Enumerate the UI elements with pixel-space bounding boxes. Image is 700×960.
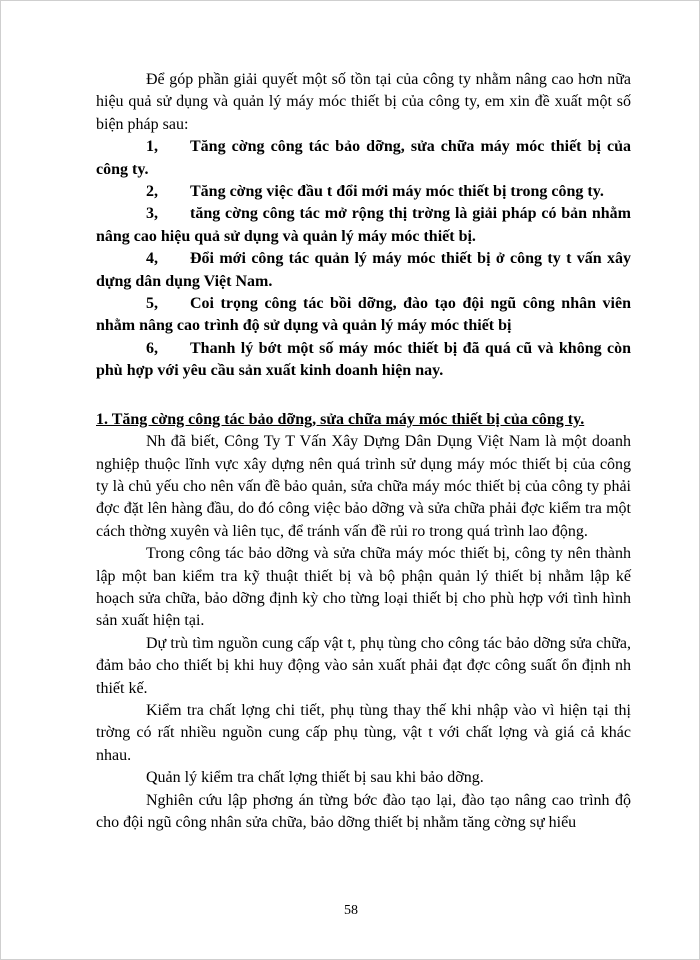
measures-list: [96, 136, 631, 382]
measure-text: tăng cờng công tác mở rộng thị trờng là giải pháp có bản nhằm nâng cao hiệu quả sử dụng và quản lý máy móc thiết bị.: [96, 205, 631, 245]
measure-number: 6,: [146, 339, 158, 357]
measure-text: Thanh lý bớt một số máy móc thiết bị đã quá cũ và không còn phù hợp với yêu cầu sản xuất kinh doanh hiện nay.: [96, 339, 631, 380]
measure-item-1: [96, 136, 631, 181]
measure-number: 4,: [146, 250, 158, 268]
section-heading: 1. Tăng cờng công tác bảo dỡng, sửa chữa máy móc thiết bị của công ty.: [96, 410, 585, 428]
measure-item-5: [96, 293, 631, 338]
measure-item-4: [96, 248, 631, 293]
body-paragraph-6: Nghiên cứu lập phơng án từng bớc đào tạo lại, đào tạo nâng cao trình độ cho đội ngũ công nhân sửa chữa, bảo dỡng thiết bị nhằm tăng cờng sự hiểu: [96, 791, 631, 831]
body-paragraph-1: Nh đã biết, Công Ty T Vấn Xây Dựng Dân Dụng Việt Nam là một doanh nghiệp thuộc lĩnh vực xây dựng nên quá trình sử dụng máy móc thiết bị của công ty là chủ yếu cho nên vấn đề bảo quản, sửa chữa máy móc thiết bị của công ty phải đợc đặt lên hàng đầu, do đó công việc bảo dỡng và sửa chữa phải đợc kiểm tra một cách thờng xuyên và liên tục, để tránh vấn đề rủi ro trong quá trình lao động.: [96, 433, 631, 540]
body-paragraph-2: Trong công tác bảo dỡng và sửa chữa máy móc thiết bị, công ty nên thành lập một ban kiểm tra kỹ thuật thiết bị và bộ phận quản lý thiết bị nhằm lập kế hoạch sửa chữa, bảo dỡng định kỳ cho từng loại thiết bị cho phù hợp với tình hình sản xuất hiện tại.: [96, 545, 631, 630]
measure-number: 2,: [146, 183, 158, 201]
body-paragraph-5: Quản lý kiểm tra chất lợng thiết bị sau khi bảo dỡng.: [146, 769, 484, 787]
page-content: [96, 69, 631, 834]
body-paragraph-4: Kiểm tra chất lợng chi tiết, phụ tùng thay thế khi nhập vào vì hiện tại thị trờng có rất nhiều nguồn cung cấp phụ tùng, vật t với chất lợng và giá cả khác nhau.: [96, 701, 631, 764]
measure-text: Tăng cờng công tác bảo dỡng, sửa chữa máy móc thiết bị của công ty.: [96, 138, 631, 178]
page-number: 58: [344, 903, 358, 918]
measure-number: 3,: [146, 205, 158, 223]
measure-text: Tăng cờng việc đầu t đổi mới máy móc thiết bị trong công ty.: [190, 183, 604, 201]
measure-number: 5,: [146, 295, 158, 313]
measure-text: Coi trọng công tác bồi dỡng, đào tạo đội ngũ công nhân viên nhằm nâng cao trình độ sử dụng và quản lý máy móc thiết bị: [96, 295, 631, 335]
intro-paragraph: Để góp phần giải quyết một số tồn tại của công ty nhằm nâng cao hơn nữa hiệu quả sử dụng và quản lý máy móc thiết bị của công ty, em xin đề xuất một số biện pháp sau:: [96, 71, 631, 133]
body-paragraph-3: Dự trù tìm nguồn cung cấp vật t, phụ tùng cho công tác bảo dỡng sửa chữa, đảm bảo cho thiết bị khi huy động vào sản xuất phải đạt đợc công suất ổn định nh thiết kế.: [96, 634, 631, 697]
measure-item-6: [96, 338, 631, 383]
measure-item-3: [96, 203, 631, 248]
measure-text: Đổi mới công tác quản lý máy móc thiết bị ở công ty t vấn xây dựng dân dụng Việt Nam.: [96, 250, 631, 290]
measure-item-2: [96, 181, 631, 203]
measure-number: 1,: [146, 138, 158, 156]
